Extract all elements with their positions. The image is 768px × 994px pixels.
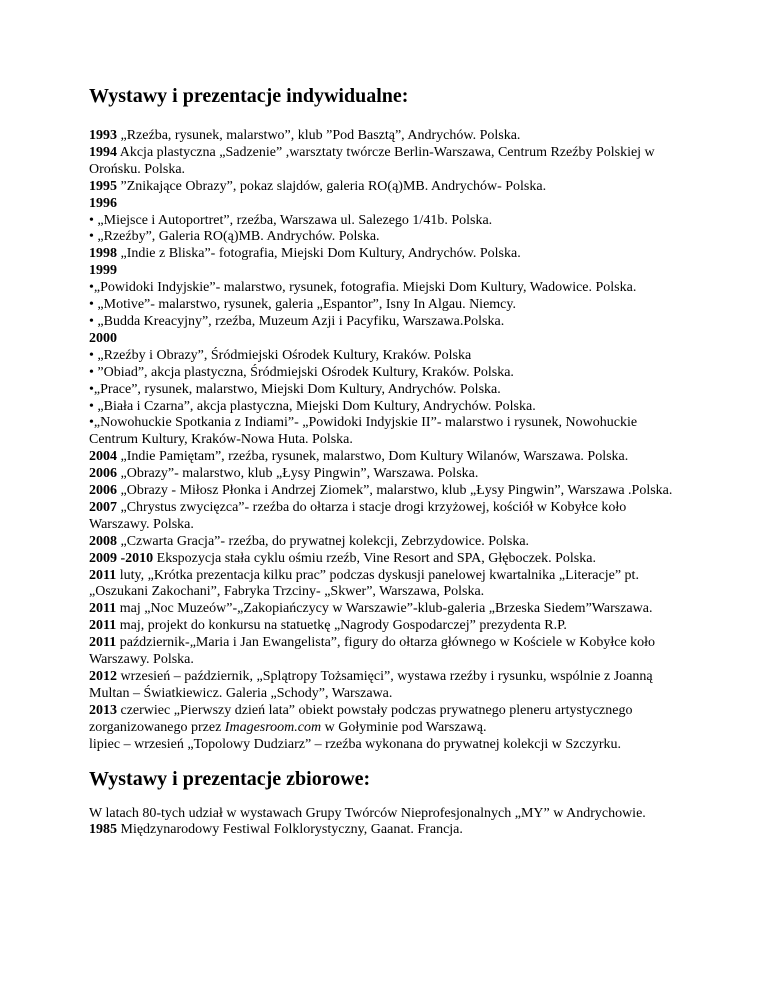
entry-text: •„Powidoki Indyjskie”- malarstwo, rysunek, fotografia. Miejski Dom Kultury, Wadowice. Polska. <box>89 280 637 296</box>
entry-text: luty, „Krótka prezentacja kilku prac” podczas dyskusji panelowej kwartalnika „Literacje” pt. „Oszukani Zakochani”, Fabryka Trzciny- „Skwer”, Warszawa, Polska. <box>89 567 639 600</box>
entry-text: lipiec – wrzesień „Topolowy Dudziarz” – rzeźba wykonana do prywatnej kolekcji w Szczyrku. <box>89 736 621 752</box>
exhibition-entry <box>89 348 688 365</box>
individual-exhibitions-list <box>89 128 688 754</box>
entry-year: 2011 <box>89 601 117 617</box>
exhibition-entry <box>89 213 688 230</box>
exhibition-entry <box>89 246 688 263</box>
entry-year: 2011 <box>89 618 117 634</box>
entry-year: 2012 <box>89 669 117 684</box>
entry-text: „Czwarta Gracja”- rzeźba, do prywatnej kolekcji, Zebrzydowice. Polska. <box>117 533 530 549</box>
entry-year: 1999 <box>89 263 117 279</box>
entry-text: wrzesień – październik, „Splątropy Tożsamięci”, wystawa rzeźby i rysunku, wspólnie z Joanną Multan – Światkiewicz. Galeria „Schody”, Warszawa. <box>89 669 653 701</box>
exhibition-entry <box>89 314 688 331</box>
entry-year: 1996 <box>89 195 117 211</box>
section-heading-group: Wystawy i prezentacje zbiorowe: <box>89 767 371 790</box>
exhibition-entry <box>89 382 688 399</box>
entry-text: • „Rzeźby i Obrazy”, Śródmiejski Ośrodek Kultury, Kraków. Polska <box>89 347 472 363</box>
exhibition-entry <box>89 551 688 568</box>
exhibition-entry <box>89 449 688 466</box>
entry-text: październik-„Maria i Jan Ewangelista”, figury do ołtarza głównego w Kościele w Kobyłce koło Warszawy. Polska. <box>89 635 656 668</box>
entry-text: ”Znikające Obrazy”, pokaz slajdów, galeria RO(ą)MB. Andrychów- Polska. <box>117 178 547 194</box>
entry-text: „Obrazy - Miłosz Płonka i Andrzej Ziomek”, malarstwo, klub „Łysy Pingwin”, Warszawa .Polska. <box>117 483 673 499</box>
entry-text-continued: w Gołyminie pod Warszawą. <box>321 719 487 735</box>
exhibition-entry <box>89 415 688 449</box>
entry-year: 2008 <box>89 533 117 549</box>
exhibition-entry <box>89 737 688 754</box>
entry-year: 2006 <box>89 466 117 482</box>
exhibition-entry <box>89 703 688 737</box>
entry-text: • „Miejsce i Autoportret”, rzeźba, Warszawa ul. Salezego 1/41b. Polska. <box>89 212 493 228</box>
exhibition-entry <box>89 297 688 314</box>
exhibition-entry <box>89 196 688 213</box>
group-exhibitions-list <box>89 806 688 840</box>
entry-text: • „Motive”- malarstwo, rysunek, galeria „Espantor”, Isny In Algau. Niemcy. <box>89 297 516 313</box>
entry-year: 1993 <box>89 128 117 143</box>
exhibition-entry <box>89 669 688 703</box>
exhibition-entry <box>89 534 688 551</box>
entry-text: „Rzeźba, rysunek, malarstwo”, klub ”Pod Basztą”, Andrychów. Polska. <box>117 128 521 143</box>
exhibition-entry <box>89 500 688 534</box>
entry-year: 2004 <box>89 449 117 465</box>
entry-text: • ”Obiad”, akcja plastyczna, Śródmiejski Ośrodek Kultury, Kraków. Polska. <box>89 364 514 380</box>
entry-text: Akcja plastyczna „Sadzenie” ,warsztaty twórcze Berlin-Warszawa, Centrum Rzeźby Polskiej w Orońsku. Polska. <box>89 144 655 177</box>
exhibition-entry <box>89 806 688 823</box>
entry-text: • „Biała i Czarna”, akcja plastyczna, Miejski Dom Kultury, Andrychów. Polska. <box>89 398 536 414</box>
entry-year: 1994 <box>89 144 117 160</box>
entry-text: W latach 80-tych udział w wystawach Grupy Twórców Nieprofesjonalnych „MY” w Andrychowie. <box>89 805 646 821</box>
exhibition-entry <box>89 483 688 500</box>
exhibition-entry <box>89 466 688 483</box>
entry-text: „Indie z Bliska”- fotografia, Miejski Dom Kultury, Andrychów. Polska. <box>117 246 521 262</box>
entry-text: „Obrazy”- malarstwo, klub „Łysy Pingwin”, Warszawa. Polska. <box>117 466 479 482</box>
entry-text: czerwiec „Pierwszy dzień lata” obiekt powstały podczas prywatnego pleneru artystycznego zorganizowanego przez <box>89 702 633 735</box>
entry-text: Ekspozycja stała cyklu ośmiu rzeźb, Vine Resort and SPA, Głęboczek. Polska. <box>153 550 596 566</box>
entry-text: maj, projekt do konkursu na statuetkę „Nagrody Gospodarczej” prezydenta R.P. <box>116 618 567 634</box>
entry-italic-text: Imagesroom.com <box>224 719 322 735</box>
entry-year: 1985 <box>89 822 117 838</box>
exhibition-entry <box>89 229 688 246</box>
exhibition-entry <box>89 635 688 669</box>
exhibition-entry <box>89 822 688 839</box>
exhibition-entry <box>89 128 688 145</box>
entry-text: •„Prace”, rysunek, malarstwo, Miejski Dom Kultury, Andrychów. Polska. <box>89 381 501 397</box>
entry-year: 2011 <box>89 567 117 583</box>
exhibition-entry <box>89 399 688 416</box>
exhibition-entry <box>89 280 688 297</box>
entry-text: maj „Noc Muzeów”-„Zakopiańczycy w Warszawie”-klub-galeria „Brzeska Siedem”Warszawa. <box>116 601 653 617</box>
entry-text: „Chrystus zwycięzca”- rzeźba do ołtarza i stacje drogi krzyżowej, kościół w Kobyłce koło Warszawy. Polska. <box>89 499 627 532</box>
entry-year: 2013 <box>89 702 117 718</box>
exhibition-entry <box>89 179 688 196</box>
entry-year: 2009 -2010 <box>89 550 154 566</box>
entry-year: 2000 <box>89 330 117 346</box>
section-heading-individual: Wystawy i prezentacje indywidualne: <box>89 85 409 107</box>
exhibition-entry <box>89 618 688 635</box>
entry-text: •„Nowohuckie Spotkania z Indiami”- „Powidoki Indyjskie II”- malarstwo i rysunek, Nowohuckie Centrum Kultury, Kraków-Nowa Huta. Polska. <box>89 415 638 448</box>
entry-year: 1995 <box>89 178 117 194</box>
exhibition-entry <box>89 263 688 280</box>
exhibition-entry <box>89 145 688 179</box>
entry-text: „Indie Pamiętam”, rzeźba, rysunek, malarstwo, Dom Kultury Wilanów, Warszawa. Polska. <box>117 449 629 465</box>
entry-year: 2006 <box>89 483 117 499</box>
entry-year: 1998 <box>89 246 117 262</box>
exhibition-entry <box>89 331 688 348</box>
exhibition-entry <box>89 601 688 618</box>
entry-year: 2007 <box>89 499 117 515</box>
entry-text: • „Rzeźby”, Galeria RO(ą)MB. Andrychów. Polska. <box>89 229 380 245</box>
entry-text: Międzynarodowy Festiwal Folklorystyczny, Gaanat. Francja. <box>117 822 463 838</box>
entry-text: • „Budda Kreacyjny”, rzeźba, Muzeum Azji i Pacyfiku, Warszawa.Polska. <box>89 313 505 329</box>
exhibition-entry <box>89 568 688 602</box>
entry-year: 2011 <box>89 635 117 651</box>
exhibition-entry <box>89 365 688 382</box>
